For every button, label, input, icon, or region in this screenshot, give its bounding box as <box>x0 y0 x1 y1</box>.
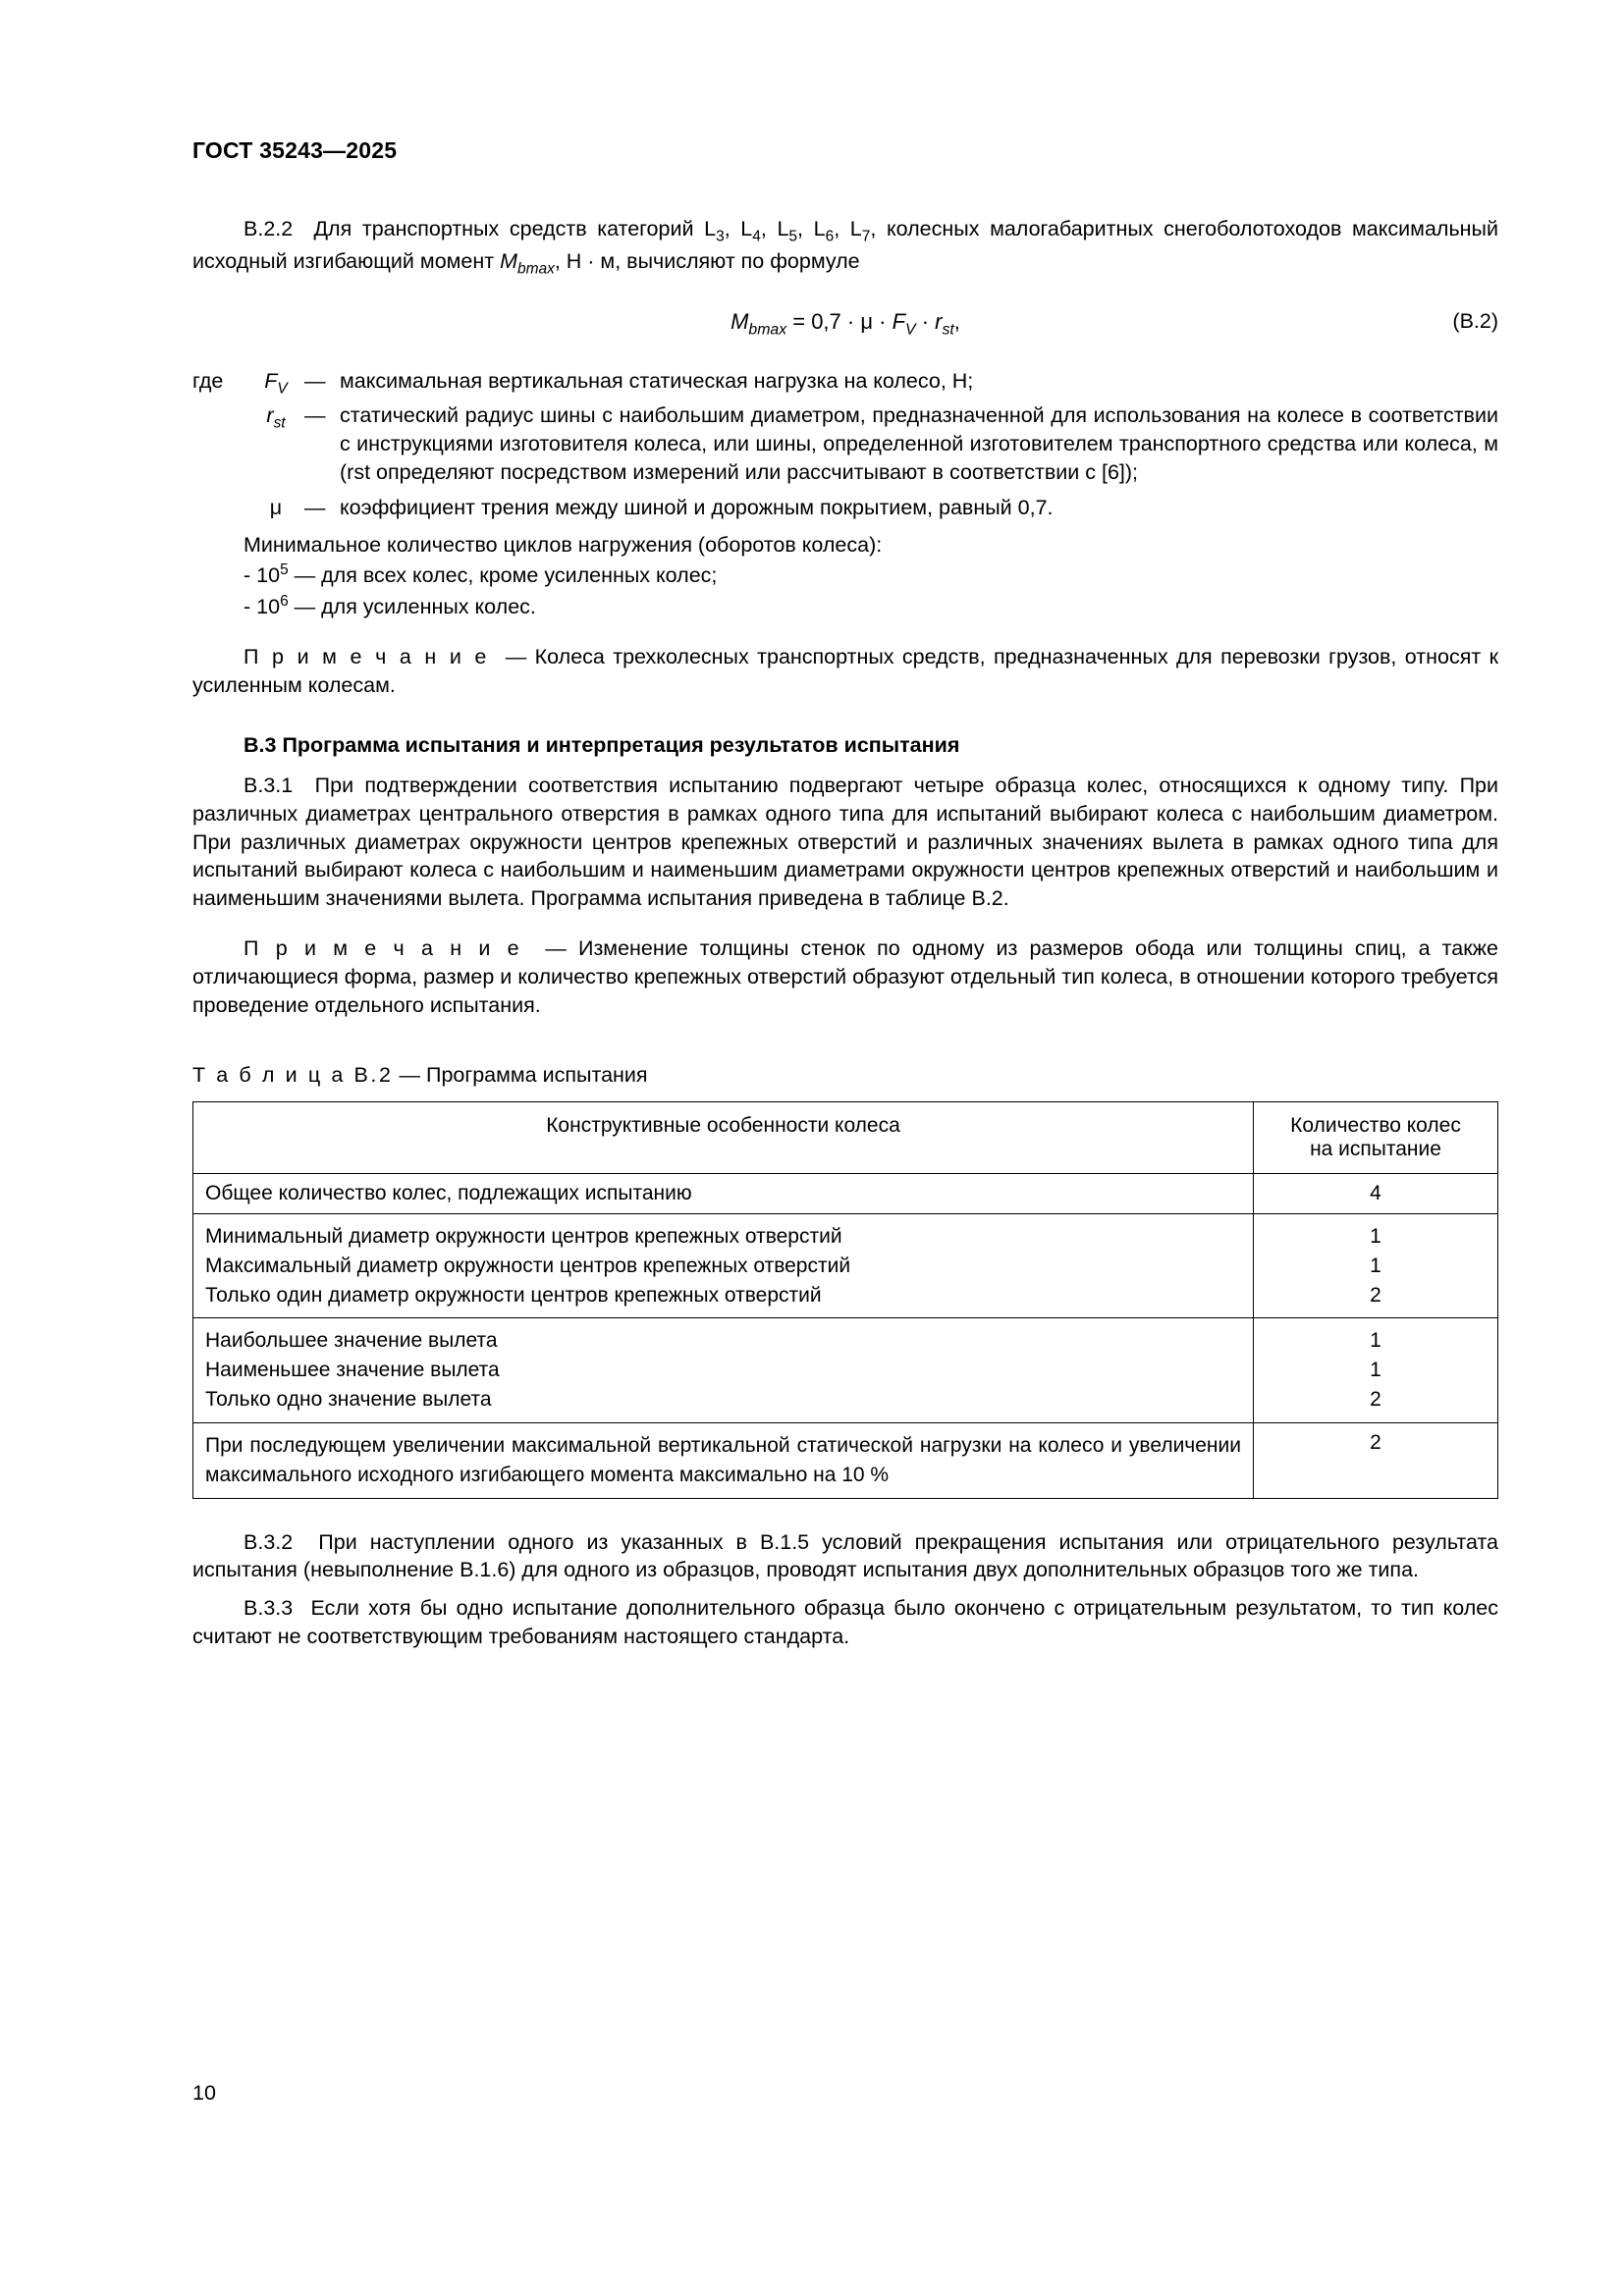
category-l6-sub: 6 <box>825 228 835 245</box>
definition-item-fv <box>192 367 1498 400</box>
table-header-row <box>193 1102 1498 1174</box>
cycles-item-1-exponent: 5 <box>280 561 289 579</box>
definition-lead-empty <box>192 401 247 487</box>
category-l5-sub: 5 <box>788 228 798 245</box>
table-cell-line: Наименьшее значение вылета <box>205 1359 500 1382</box>
formula-comma: , <box>953 309 960 335</box>
clause-number-b22: В.2.2 <box>244 217 294 240</box>
note-1-dash: — <box>505 644 527 668</box>
table-caption <box>192 1063 1498 1088</box>
b22-text-part1: Для транспортных средств категорий L <box>313 217 717 240</box>
table-cell-count: 4 <box>1254 1174 1498 1214</box>
section-heading-title: Программа испытания и интерпретация результатов испытания <box>282 732 960 757</box>
category-l7-sub: 7 <box>861 228 871 245</box>
table-cell-count <box>1254 1318 1498 1422</box>
note-1-label: П р и м е ч а н и е <box>244 644 489 668</box>
formula-f: F <box>892 309 906 335</box>
moment-symbol: M <box>500 249 518 274</box>
note-2 <box>192 934 1498 1020</box>
formula-mid2: · <box>915 309 936 335</box>
definition-symbol-rst: $r_{st}$ <box>266 402 286 432</box>
table-cell-feature: Общее количество колес, подлежащих испытанию <box>193 1174 1254 1214</box>
table-cell-count: 2 <box>1254 1422 1498 1498</box>
table-cell-line: Максимальный диаметр окружности центров крепежных отверстий <box>205 1254 851 1277</box>
table-cell-count-line: 1 <box>1370 1254 1381 1277</box>
definition-dash-3: — <box>304 496 326 520</box>
note-2-dash: — <box>545 936 567 961</box>
formula-number: (В.2) <box>1452 309 1498 334</box>
definition-item-mu <box>192 494 1498 522</box>
table-cell-feature <box>193 1214 1254 1318</box>
table-cell-count <box>1254 1214 1498 1318</box>
table-b2 <box>192 1101 1498 1499</box>
table-cell-count-line: 2 <box>1370 1388 1381 1412</box>
cycles-intro: Минимальное количество циклов нагружения (оборотов колеса): <box>244 533 883 558</box>
table-cell-feature: При последующем увеличении максимальной вертикальной статической нагрузки на колесо и увеличении максимального исходного изгибающего момента максимально на 10 % <box>193 1422 1254 1498</box>
moment-symbol-sub: bmax <box>517 260 555 278</box>
table-header-count-line2: на испытание <box>1310 1138 1441 1160</box>
definition-text-fv: максимальная вертикальная статическая нагрузка на колесо, Н; <box>340 368 974 393</box>
table-header-count-line1: Количество колес <box>1290 1114 1461 1137</box>
table-cell-line: Только одно значение вылета <box>205 1388 492 1412</box>
clause-number-b31: В.3.1 <box>244 773 294 797</box>
category-l4-sub: 4 <box>752 228 761 245</box>
table-header-features: Конструктивные особенности колеса <box>193 1102 1254 1174</box>
page-content <box>192 137 1498 1651</box>
table-cell-count-line: 1 <box>1370 1225 1381 1248</box>
cycles-item-1: - $10^5$ — для всех колес, кроме усиленных колес; <box>244 561 718 588</box>
b22-text-part3: , Н · м, вычисляют по формуле <box>554 249 860 274</box>
table-cell-feature <box>193 1318 1254 1422</box>
page-number: 10 <box>192 2081 216 2105</box>
formula-mid: = 0,7 · μ · <box>786 309 893 335</box>
table-cell-line: Только один диаметр окружности центров крепежных отверстий <box>205 1283 822 1307</box>
section-heading-b3 <box>192 733 1498 758</box>
formula-m-sub: bmax <box>748 321 787 339</box>
category-l3-sub: 3 <box>716 228 725 245</box>
paragraph-b31 <box>192 772 1498 914</box>
formula-r: r <box>935 309 943 335</box>
definition-text-mu: коэффициент трения между шиной и дорожным покрытием, равный 0,7. <box>340 496 1054 520</box>
note-2-label: П р и м е ч а н и е <box>244 936 522 961</box>
table-cell-count-line: 1 <box>1370 1359 1381 1382</box>
note-2-text: Изменение толщины стенок по одному из размеров обода или толщины спиц, а также отличающиеся форма, размер и количество крепежных отверстий образуют отдельный тип колеса, в отношении которого требуется проведение отдельного испытания. <box>192 936 1498 1018</box>
definition-list <box>192 367 1498 523</box>
definition-dash-1: — <box>304 368 326 393</box>
table-cell-count-line: 1 <box>1370 1329 1381 1353</box>
table-row <box>193 1214 1498 1318</box>
paragraph-b32-text: При наступлении одного из указанных в В.1.5 условий прекращения испытания или отрицательного результата испытания (невыполнение В.1.6) для одного из образцов, проводят испытания двух дополнительных образцов того же типа. <box>192 1529 1499 1582</box>
table-caption-dash: — <box>399 1063 420 1087</box>
definition-symbol-mu: μ <box>269 496 283 520</box>
definition-text-rst: статический радиус шины с наибольшим диаметром, предназначенной для использования на колесе в соответствии с инструкциями изготовителя колеса, или шины, определенной изготовителем транспортного средства или колеса, м (rst определяют посредством измерений или рассчитывают в соответствии с [6]); <box>340 402 1498 484</box>
table-cell-line: Минимальный диаметр окружности центров крепежных отверстий <box>205 1225 842 1248</box>
table-row <box>193 1318 1498 1422</box>
note-1-text: Колеса трехколесных транспортных средств, предназначенных для перевозки грузов, относят к усиленным колесам. <box>192 644 1498 697</box>
section-heading-number: В.3 <box>244 732 277 757</box>
definition-lead-empty-2 <box>192 494 247 522</box>
paragraph-b33-text: Если хотя бы одно испытание дополнительного образца было окончено с отрицательным результатом, то тип колес считают не соответствующим требованиям настоящего стандарта. <box>192 1596 1499 1649</box>
cycles-item-2: - $10^6$ — для усиленных колес. <box>244 592 536 618</box>
cycles-item-2-exponent: 6 <box>280 592 289 610</box>
definition-item-rst <box>192 401 1498 487</box>
note-1 <box>192 643 1498 700</box>
formula-f-sub: V <box>905 321 916 339</box>
clause-number-b33: В.3.3 <box>244 1596 294 1621</box>
formula-b2 <box>192 309 1498 339</box>
page-header: ГОСТ 35243—2025 <box>192 137 398 163</box>
table-row <box>193 1422 1498 1498</box>
clause-number-b32: В.3.2 <box>244 1529 294 1554</box>
formula-r-sub: st <box>942 321 954 339</box>
paragraph-b31-text: При подтверждении соответствия испытанию подвергают четыре образца колес, относящихся к одному типу. При различных диаметрах центрального отверстия в рамках одного типа для испытаний выбирают колеса с наибольшим диаметром. При различных диаметрах окружности центров крепежных отверстий и различных значениях вылета в рамках одного типа для испытаний выбирают колеса с наибольшим и наименьшим диаметрами окружности центров крепежных отверстий и наибольшим и наименьшим значениями вылета. Программа испытания приведена в таблице В.2. <box>192 773 1498 911</box>
definition-dash-2: — <box>304 402 326 427</box>
formula-m: M <box>731 309 749 335</box>
definition-symbol-fv: $F_V$ <box>264 368 288 397</box>
paragraph-b32 <box>192 1528 1498 1585</box>
cycles-block <box>192 530 1498 621</box>
paragraph-b22: В.2.2 Для транспортных средств категорий $L_3$, $L_4$, $L_5$, $L_6$, $L_7$, колесных малогабаритных снегоболотоходов максимальный исходный изгибающий момент $M_{bmax}$, Н · м, вычисляют по формуле <box>192 217 1498 278</box>
table-header-count <box>1254 1102 1498 1174</box>
table-row <box>193 1174 1498 1214</box>
b22-text-part2: , колесных малогабаритных снегоболотоходов максимальный исходный изгибающий момент <box>192 217 1498 274</box>
table-caption-text: Программа испытания <box>425 1063 648 1087</box>
table-cell-line: Наибольшее значение вылета <box>205 1329 498 1353</box>
table-caption-label: Т а б л и ц а В.2 <box>192 1063 394 1087</box>
definition-lead: где <box>192 368 224 393</box>
paragraph-b33 <box>192 1594 1498 1651</box>
table-cell-count-line: 2 <box>1370 1283 1381 1307</box>
